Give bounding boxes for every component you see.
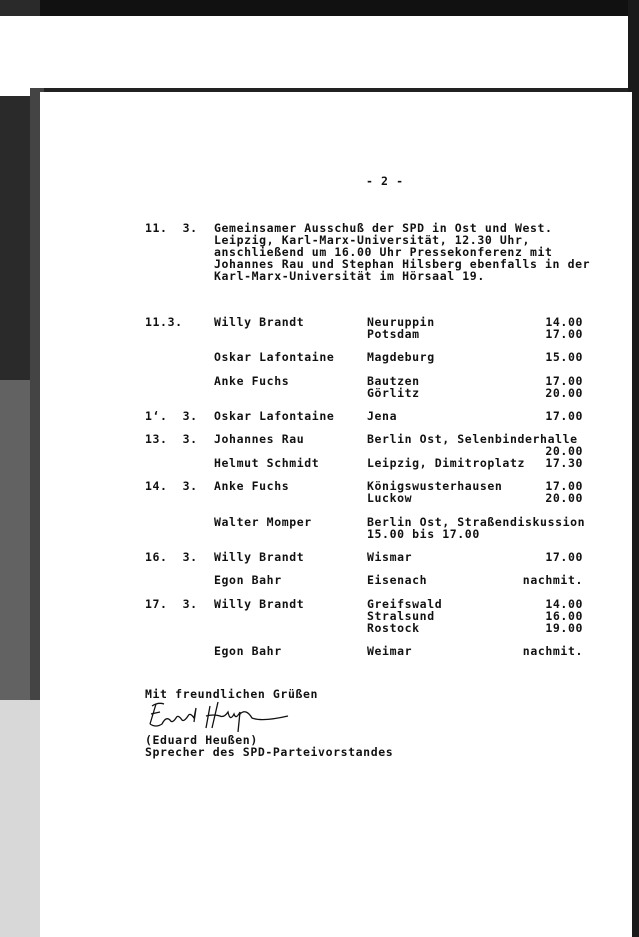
- schedule-place: Jena: [367, 409, 398, 423]
- handwritten-signature: [148, 698, 298, 732]
- closing-text: Mit freundlichen Grüßen: [145, 687, 319, 701]
- intro-line: Leipzig, Karl-Marx-Universität, 12.30 Uhr,: [214, 233, 530, 247]
- schedule-date: 13. 3.: [145, 432, 198, 446]
- schedule-place: Bautzen: [367, 374, 420, 388]
- schedule-place: Weimar: [367, 644, 413, 658]
- schedule-place: Luckow: [367, 491, 413, 505]
- schedule-date: 11.3.: [145, 315, 183, 329]
- schedule-speaker: Johannes Rau: [214, 432, 305, 446]
- schedule-speaker: Oskar Lafontaine: [214, 409, 335, 423]
- schedule-time: 15.00: [545, 350, 583, 364]
- page-number: - 2 -: [366, 174, 404, 188]
- schedule-time: nachmit.: [522, 573, 583, 587]
- schedule-time: 17.30: [545, 456, 583, 470]
- schedule-speaker: Willy Brandt: [214, 315, 305, 329]
- schedule-place: Potsdam: [367, 327, 420, 341]
- schedule-place: Berlin Ost, Selenbinderhalle: [367, 432, 578, 446]
- schedule-time: 20.00: [545, 491, 583, 505]
- schedule-time: 20.00: [545, 444, 583, 458]
- schedule-time: 17.00: [545, 327, 583, 341]
- schedule-speaker: Willy Brandt: [214, 597, 305, 611]
- schedule-time: 16.00: [545, 609, 583, 623]
- schedule-place: Leipzig, Dimitroplatz: [367, 456, 525, 470]
- schedule-time: 17.00: [545, 374, 583, 388]
- signer-name: (Eduard Heußen): [145, 733, 258, 747]
- intro-line: anschließend um 16.00 Uhr Pressekonferenz mit: [214, 245, 553, 259]
- intro-line: Karl-Marx-Universität im Hörsaal 19.: [214, 269, 485, 283]
- schedule-speaker: Helmut Schmidt: [214, 456, 320, 470]
- schedule-time: 20.00: [545, 386, 583, 400]
- schedule-speaker: Egon Bahr: [214, 573, 282, 587]
- schedule-time: 14.00: [545, 315, 583, 329]
- schedule-place: Eisenach: [367, 573, 428, 587]
- schedule-date: 1‘. 3.: [145, 409, 198, 423]
- schedule-time: 17.00: [545, 550, 583, 564]
- schedule-speaker: Willy Brandt: [214, 550, 305, 564]
- schedule-time: 17.00: [545, 479, 583, 493]
- schedule-date: 17. 3.: [145, 597, 198, 611]
- schedule-place: Magdeburg: [367, 350, 435, 364]
- schedule-time: 17.00: [545, 409, 583, 423]
- schedule-place: Görlitz: [367, 386, 420, 400]
- schedule-speaker: Egon Bahr: [214, 644, 282, 658]
- schedule-speaker: Walter Momper: [214, 515, 312, 529]
- schedule-speaker: Oskar Lafontaine: [214, 350, 335, 364]
- intro-line: Gemeinsamer Ausschuß der SPD in Ost und West.: [214, 221, 553, 235]
- intro-line: Johannes Rau und Stephan Hilsberg ebenfalls in der: [214, 257, 591, 271]
- schedule-place: Königswusterhausen: [367, 479, 503, 493]
- schedule-time: 19.00: [545, 621, 583, 635]
- schedule-time: 14.00: [545, 597, 583, 611]
- schedule-place: Neuruppin: [367, 315, 435, 329]
- document-page: [40, 92, 632, 937]
- signer-title: Sprecher des SPD-Parteivorstandes: [145, 745, 394, 759]
- intro-date: 11. 3.: [145, 221, 198, 235]
- schedule-speaker: Anke Fuchs: [214, 374, 290, 388]
- schedule-speaker: Anke Fuchs: [214, 479, 290, 493]
- schedule-place: Berlin Ost, Straßendiskussion: [367, 515, 586, 529]
- schedule-place: Wismar: [367, 550, 413, 564]
- schedule-place: Greifswald: [367, 597, 443, 611]
- schedule-place: 15.00 bis 17.00: [367, 527, 480, 541]
- schedule-place: Rostock: [367, 621, 420, 635]
- schedule-date: 16. 3.: [145, 550, 198, 564]
- schedule-time: nachmit.: [522, 644, 583, 658]
- schedule-place: Stralsund: [367, 609, 435, 623]
- schedule-date: 14. 3.: [145, 479, 198, 493]
